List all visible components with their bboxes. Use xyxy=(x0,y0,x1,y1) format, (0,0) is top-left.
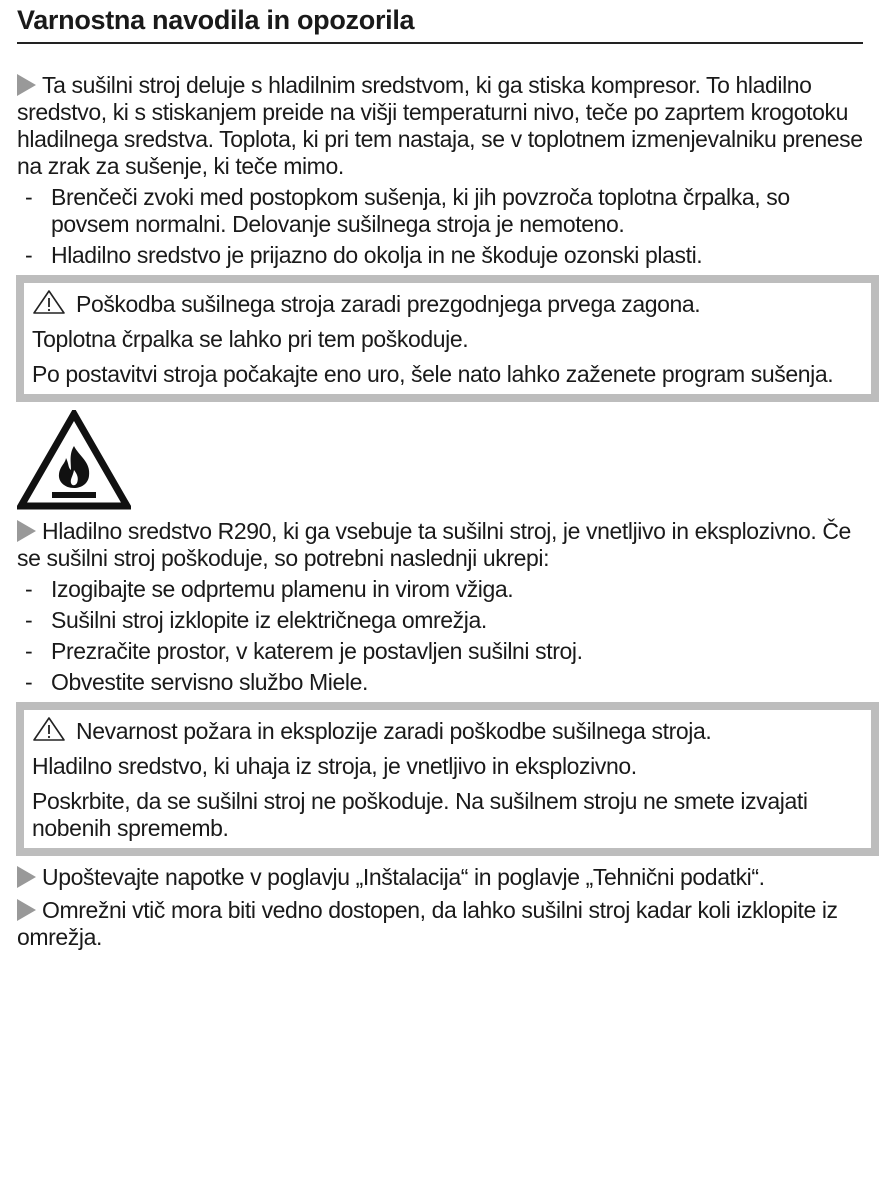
instruction-paragraph xyxy=(17,72,863,180)
instruction-arrow-icon xyxy=(17,866,36,888)
instruction-arrow-icon xyxy=(17,520,36,542)
warning-box xyxy=(16,702,879,856)
list-item-text: Izogibajte se odprtemu plamenu in virom vžiga. xyxy=(51,576,514,602)
paragraph-text: Ta sušilni stroj deluje s hladilnim sredstvom, ki ga stiska kompresor. To hladilno sredstvo, ki s stiskanjem preide na višji temperaturni nivo, teče po zaprtem krogotoku hladilnega sredstva. Toplota, ki pri tem nastaja, se v toplotnem izmenjevalniku prenese na zrak za sušenje, ki teče mimo. xyxy=(17,72,863,179)
list-item: - Obvestite servisno službo Miele. xyxy=(25,669,369,695)
page-title: Varnostna navodila in opozorila xyxy=(17,5,415,35)
list-item-text: Hladilno sredstvo je prijazno do okolja in ne škoduje ozonski plasti. xyxy=(51,242,703,268)
warning-box xyxy=(16,275,879,402)
list-item: - Prezračite prostor, v katerem je postavljen sušilni stroj. xyxy=(25,638,583,664)
document-page xyxy=(17,0,863,951)
list-item: - Hladilno sredstvo je prijazno do okolja in ne škoduje ozonski plasti. xyxy=(25,242,703,268)
list-item: - Sušilni stroj izklopite iz električnega omrežja. xyxy=(25,607,487,633)
list-item-text: Obvestite servisno službo Miele. xyxy=(51,669,369,695)
warning-heading-text: Poškodba sušilnega stroja zaradi prezgodnjega prvega zagona. xyxy=(76,291,701,317)
warning-heading xyxy=(32,289,861,318)
list-item-text: Sušilni stroj izklopite iz električnega omrežja. xyxy=(51,607,487,633)
paragraph-text: Omrežni vtič mora biti vedno dostopen, da lahko sušilni stroj kadar koli izklopite iz omrežja. xyxy=(17,897,838,950)
list-item-text: Brenčeči zvoki med postopkom sušenja, ki jih povzroča toplotna črpalka, so povsem normalni. Delovanje sušilnega stroja je nemoteno. xyxy=(51,184,790,237)
warning-line: Poskrbite, da se sušilni stroj ne poškoduje. Na sušilnem stroju ne smete izvajati nobenih sprememb. xyxy=(32,788,808,841)
warning-triangle-icon xyxy=(32,716,66,742)
flammable-hazard-icon xyxy=(17,410,131,510)
list-item: - Izogibajte se odprtemu plamenu in virom vžiga. xyxy=(25,576,514,602)
list-item-text: Prezračite prostor, v katerem je postavljen sušilni stroj. xyxy=(51,638,583,664)
warning-line: Po postavitvi stroja počakajte eno uro, šele nato lahko zaženete program sušenja. xyxy=(32,361,834,387)
instruction-paragraph xyxy=(17,864,863,891)
warning-heading-text: Nevarnost požara in eksplozije zaradi poškodbe sušilnega stroja. xyxy=(76,718,712,744)
paragraph-text: Hladilno sredstvo R290, ki ga vsebuje ta sušilni stroj, je vnetljivo in eksplozivno. Če se sušilni stroj poškoduje, so potrebni naslednji ukrepi: xyxy=(17,518,851,571)
paragraph-text: Upoštevajte napotke v poglavju „Inštalacija“ in poglavje „Tehnični podatki“. xyxy=(42,864,765,890)
instruction-arrow-icon xyxy=(17,899,36,921)
warning-triangle-icon xyxy=(32,289,66,315)
warning-heading xyxy=(32,716,861,745)
instruction-arrow-icon xyxy=(17,74,36,96)
warning-line: Toplotna črpalka se lahko pri tem poškoduje. xyxy=(32,326,469,352)
list-item: - Brenčeči zvoki med postopkom sušenja, ki jih povzroča toplotna črpalka, so povsem normalni. Delovanje sušilnega stroja je nemoteno. xyxy=(25,184,790,237)
instruction-paragraph xyxy=(17,518,863,572)
warning-line: Hladilno sredstvo, ki uhaja iz stroja, je vnetljivo in eksplozivno. xyxy=(32,753,637,779)
instruction-paragraph xyxy=(17,897,863,951)
